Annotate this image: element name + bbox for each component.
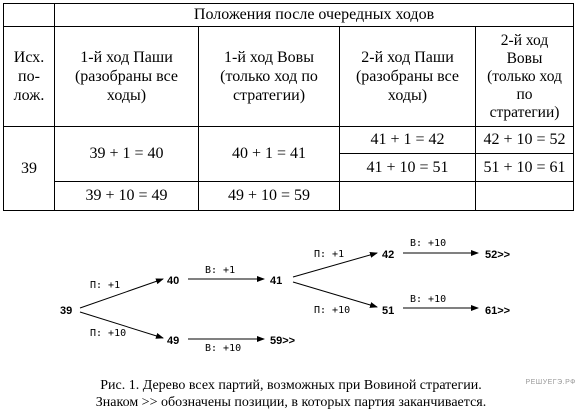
header-vova-move-1-text: 1-й ход Вовы (только ход по стратегии) <box>220 49 318 104</box>
figure-caption <box>0 377 582 411</box>
edge-label-42-52: В: +10 <box>410 238 447 249</box>
cell-empty-a <box>340 182 476 211</box>
cell-vova1-b: 49 + 10 = 59 <box>199 182 340 211</box>
node-61-terminal: 61>> <box>485 305 511 317</box>
edge-label-41-42: П: +1 <box>314 249 345 260</box>
watermark: РЕШУЕГЭ.РФ <box>525 379 576 386</box>
cell-initial-value: 39 <box>4 127 55 211</box>
node-39: 39 <box>60 305 73 317</box>
header-initial-position <box>4 27 55 127</box>
node-40: 40 <box>167 275 180 287</box>
header-pasha-move-1-text: 1-й ход Паши (разобраны все ходы) <box>74 49 179 104</box>
cell-vova1-a: 40 + 1 = 41 <box>199 127 340 182</box>
node-42: 42 <box>382 249 395 261</box>
header-pasha-move-1 <box>55 27 199 127</box>
header-vova-move-2-text: 2-й ход Вовы (только ход по стратегии) <box>487 31 562 121</box>
caption-line-2: Знаком >> обозначены позиции, в которых партия заканчивается. <box>95 395 487 410</box>
strategy-table <box>3 3 574 211</box>
caption-line-1: Рис. 1. Дерево всех партий, возможных при Вовиной стратегии. <box>100 378 482 393</box>
header-vova-move-1 <box>199 27 340 127</box>
header-initial-position-text: Исх. по- лож. <box>13 49 45 104</box>
node-59-terminal: 59>> <box>270 335 296 347</box>
cell-empty-b <box>476 182 574 211</box>
edge-label-41-51: П: +10 <box>314 305 351 316</box>
edge-label-40-41: В: +1 <box>205 265 236 276</box>
cell-pasha1-a: 39 + 1 = 40 <box>55 127 199 182</box>
node-41: 41 <box>270 275 283 287</box>
header-pasha-move-2 <box>340 27 476 127</box>
edge-label-39-49: П: +10 <box>90 328 127 339</box>
header-vova-move-2 <box>476 27 574 127</box>
cell-vova2-a: 42 + 10 = 52 <box>476 127 574 154</box>
cell-pasha2-b: 41 + 10 = 51 <box>340 154 476 182</box>
node-49: 49 <box>167 335 180 347</box>
cell-pasha1-b: 39 + 10 = 49 <box>55 182 199 211</box>
edge-41-51 <box>293 282 377 307</box>
edge-label-49-59: В: +10 <box>205 343 242 354</box>
node-51: 51 <box>382 305 395 317</box>
edge-label-39-40: П: +1 <box>90 280 121 291</box>
table-top-header: Положения после очередных ходов <box>55 4 574 27</box>
cell-vova2-b: 51 + 10 = 61 <box>476 154 574 182</box>
game-tree-diagram <box>0 230 582 370</box>
node-52-terminal: 52>> <box>485 249 511 261</box>
header-pasha-move-2-text: 2-й ход Паши (разобраны все ходы) <box>355 49 460 104</box>
edge-label-51-61: В: +10 <box>410 294 447 305</box>
cell-pasha2-a: 41 + 1 = 42 <box>340 127 476 154</box>
table-empty-corner <box>4 4 55 27</box>
